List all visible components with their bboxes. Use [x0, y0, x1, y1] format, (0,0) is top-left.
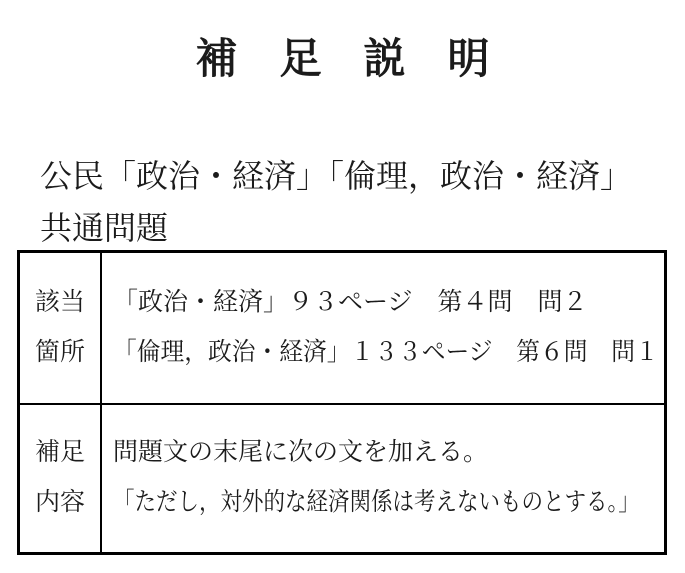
- row-label-line: 箇所: [34, 338, 85, 366]
- content-line: 問題文の末尾に次の文を加える。: [113, 439, 489, 467]
- row-content-cell: [102, 405, 664, 553]
- row-label-line: 補足: [34, 439, 85, 467]
- row-content-cell: [102, 253, 664, 403]
- content-line: 「ただし，対外的な経済関係は考えないものとする。」: [113, 489, 640, 517]
- document-subtitle: [40, 150, 632, 254]
- subtitle-line-1: 公民「政治・経済」「倫理，政治・経済」: [40, 158, 633, 194]
- table-row-applicable-location: [20, 253, 664, 403]
- row-label-cell: [20, 405, 102, 553]
- supplement-table: [17, 250, 667, 555]
- row-label-cell: [20, 253, 102, 403]
- subtitle-line-2: 共通問題: [40, 210, 169, 246]
- content-line: 「倫理，政治・経済」１３３ページ 第６問 問１: [113, 338, 659, 366]
- page-title: 補 足 説 明: [195, 37, 490, 83]
- table-row-supplement-content: [20, 403, 664, 553]
- content-line: 「政治・経済」９３ページ 第４問 問２: [113, 288, 588, 316]
- row-label-line: 内容: [34, 489, 85, 517]
- row-label-line: 該当: [34, 288, 85, 316]
